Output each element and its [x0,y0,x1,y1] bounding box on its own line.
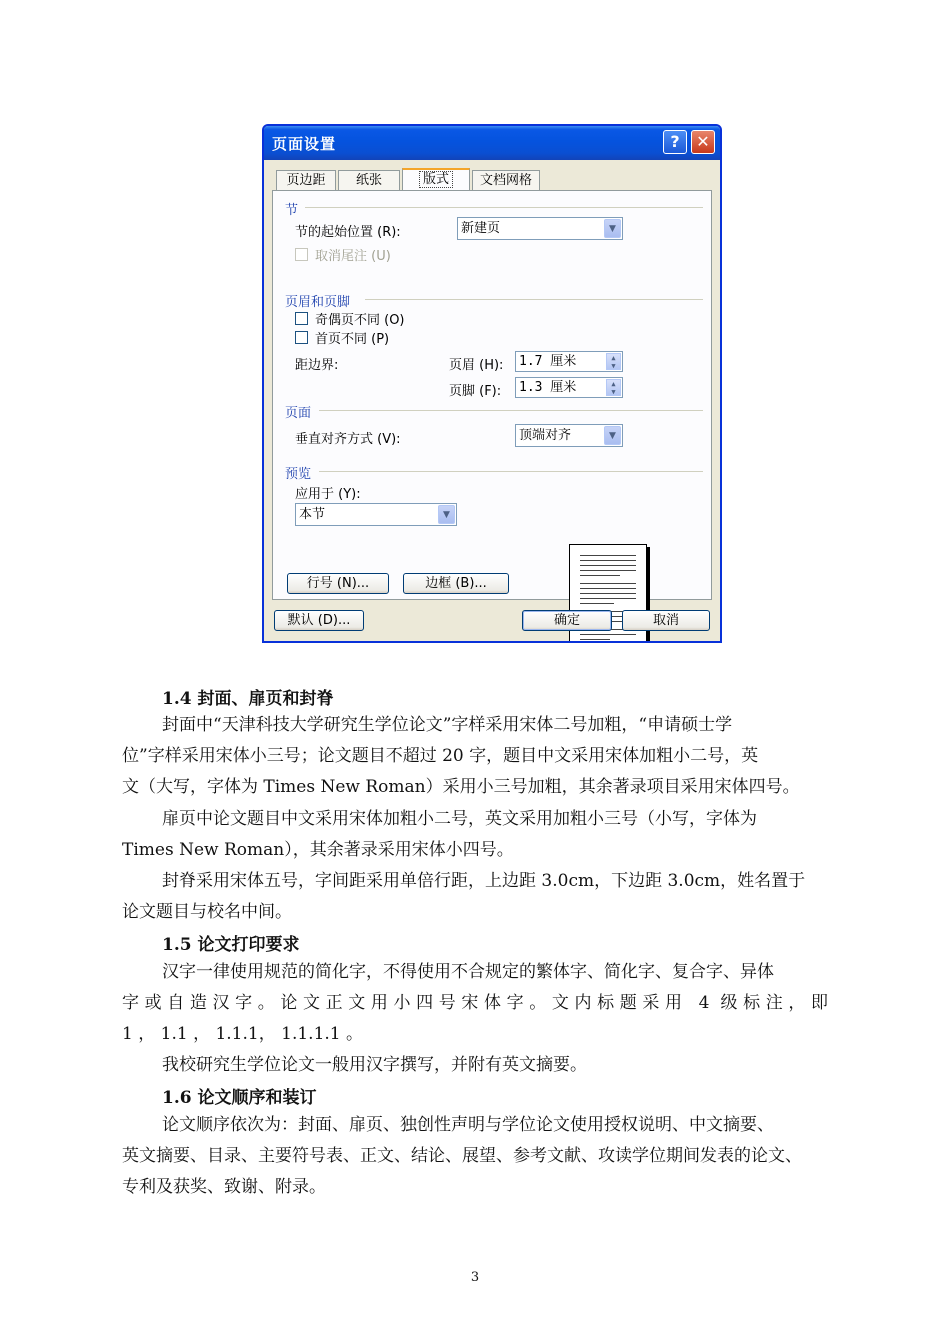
vertical-align-value: 顶端对齐 [519,428,572,443]
footer-distance-label: 页脚 (F): [449,384,502,399]
header-distance-input[interactable] [515,351,623,372]
section-group-title: 节 [285,203,299,218]
suppress-endnotes-label: 取消尾注 (U) [315,249,391,264]
heading-1-6: 1.6 论文顺序和装订 [162,1088,317,1108]
spin-arrows-icon[interactable]: ▲ ▼ [606,379,621,396]
cancel-button[interactable]: 取消 [622,610,710,631]
vertical-align-label: 垂直对齐方式 (V): [295,432,401,447]
vertical-align-select[interactable] [515,424,623,447]
paragraph-line: Times New Roman），其余著录采用宋体小四号。 [122,840,514,860]
tab-paper[interactable]: 纸张 [338,170,400,191]
paragraph-line: 汉字一律使用规范的简化字，不得使用不合规定的繁体字、简化字、复合字、异体 [162,962,774,982]
page-setup-dialog [262,124,722,643]
paragraph-line: 位”字样采用宋体小三号；论文题目不超过 20 字，题目中文采用宋体加粗小二号，英 [122,746,759,766]
ok-button[interactable]: 确定 [522,610,612,631]
chevron-down-icon: ▼ [604,219,621,238]
first-page-label: 首页不同 (P) [315,332,390,347]
paragraph-line: 字或自造汉字。论文正文用小四号宋体字。文内标题采用 4 级标注，即 [122,993,828,1013]
paragraph-line: 英文摘要、目录、主要符号表、正文、结论、展望、参考文献、攻读学位期间发表的论文、 [122,1146,802,1166]
page-group-title: 页面 [285,406,312,421]
close-icon[interactable]: ✕ [691,130,715,154]
distance-label: 距边界: [295,358,339,373]
paragraph-line: 论文顺序依次为：封面、扉页、独创性声明与学位论文使用授权说明、中文摘要、 [162,1115,774,1135]
default-button[interactable]: 默认 (D)... [274,610,364,631]
heading-1-5: 1.5 论文打印要求 [162,935,300,955]
borders-button[interactable]: 边框 (B)... [403,573,509,594]
first-page-checkbox[interactable] [295,331,308,344]
header-distance-value: 1.7 厘米 [519,354,577,369]
section-start-value: 新建页 [461,221,501,236]
paragraph-line: 封脊采用宋体五号，字间距采用单倍行距，上边距 3.0cm，下边距 3.0cm，姓名置于 [162,871,806,891]
help-icon[interactable]: ? [663,130,687,154]
section-divider [305,207,703,208]
paragraph-line: 论文题目与校名中间。 [122,902,292,922]
footer-distance-value: 1.3 厘米 [519,380,577,395]
spin-arrows-icon[interactable]: ▲ ▼ [606,353,621,370]
heading-1-4: 1.4 封面、扉页和封脊 [162,689,334,709]
paragraph-line: 我校研究生学位论文一般用汉字撰写，并附有英文摘要。 [162,1055,587,1075]
tab-layout[interactable] [402,168,470,192]
page-divider [319,410,703,411]
paragraph-line: 1 ， 1.1 ， 1.1.1， 1.1.1.1 。 [122,1024,364,1044]
apply-to-value: 本节 [299,507,326,522]
line-numbers-button[interactable]: 行号 (N)... [287,573,389,594]
tab-document-grid[interactable]: 文档网格 [472,170,540,191]
header-footer-divider [365,299,703,300]
preview-divider [319,471,703,472]
tab-margins[interactable]: 页边距 [276,170,336,191]
dialog-titlebar [264,126,720,160]
dialog-title: 页面设置 [272,135,337,153]
odd-even-label: 奇偶页不同 (O) [315,313,405,328]
page-number: 3 [470,1270,480,1285]
section-start-select[interactable] [457,217,623,240]
paragraph-line: 文（大写，字体为 Times New Roman）采用小三号加粗，其余著录项目采用宋体四号。 [122,777,800,797]
preview-group-title: 预览 [285,467,312,482]
chevron-down-icon: ▼ [604,426,621,445]
chevron-down-icon: ▼ [438,505,455,524]
footer-distance-input[interactable] [515,377,623,398]
apply-to-select[interactable] [295,503,457,526]
section-start-label: 节的起始位置 (R): [295,225,401,240]
paragraph-line: 扉页中论文题目中文采用宋体加粗小二号，英文采用加粗小三号（小写，字体为 [162,809,757,829]
apply-to-label: 应用于 (Y): [295,487,361,502]
header-distance-label: 页眉 (H): [449,358,504,373]
suppress-endnotes-checkbox[interactable] [295,248,308,261]
paragraph-line: 专利及获奖、致谢、附录。 [122,1177,326,1197]
layout-panel [272,190,712,600]
tab-layout-label: 版式 [419,171,453,188]
header-footer-group-title: 页眉和页脚 [285,295,351,310]
paragraph-line: 封面中“天津科技大学研究生学位论文”字样采用宋体二号加粗，“申请硕士学 [162,715,733,735]
odd-even-checkbox[interactable] [295,312,308,325]
